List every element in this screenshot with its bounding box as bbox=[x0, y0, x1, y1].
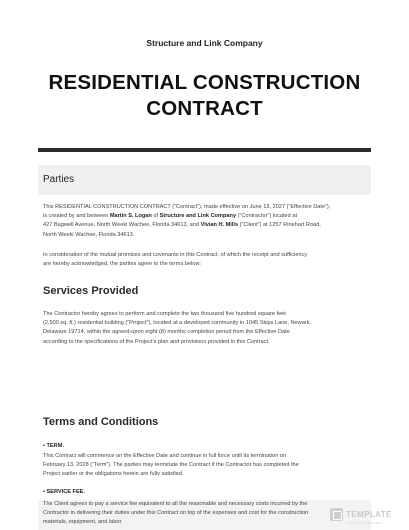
services-heading: Services Provided bbox=[43, 285, 139, 297]
text-span: of bbox=[151, 213, 160, 220]
services-line-1: The Contractor hereby agrees to perform and complete the two thousand five hundred square feet bbox=[43, 311, 286, 317]
services-line-2: (2,500 sq. ft.) residential building (“Project”), located at a developed community in 1045 Skips Lane, Newark, bbox=[43, 320, 312, 327]
parties-p2-line-1: In consideration of the mutual promises and covenants in this Contract, of which the receipt and sufficiency bbox=[43, 252, 308, 258]
services-line-4: according to the specifications of the Project’s plan and provisions provided in this Contract. bbox=[43, 338, 270, 345]
owner-name: Martin S. Logan bbox=[109, 213, 152, 220]
fee-line-3: materials, equipment, and labor. bbox=[43, 519, 123, 526]
service-fee-paragraph bbox=[43, 500, 369, 528]
watermark-domain: www.template.net bbox=[346, 520, 383, 525]
template-logo-icon bbox=[330, 508, 343, 521]
terms-heading: Terms and Conditions bbox=[43, 416, 159, 428]
term-paragraph bbox=[43, 452, 369, 480]
parties-paragraph-1 bbox=[43, 203, 369, 240]
parties-heading-band bbox=[38, 165, 371, 195]
parties-p1-line-4: North Weeki Wachee, Florida 34613. bbox=[43, 231, 135, 238]
term-line-1: This Contract will commence on the Effective Date and continue in full force until its termination on bbox=[43, 453, 287, 459]
contractor-company: Structure and Link Company bbox=[159, 213, 237, 220]
fee-line-1: The Client agrees to pay a service fee equivalent to all the reasonable and necessary costs incurred by the bbox=[43, 501, 308, 507]
title-divider bbox=[38, 148, 371, 152]
parties-p1-line-2 bbox=[43, 212, 369, 221]
parties-paragraph-2 bbox=[43, 251, 369, 269]
parties-p1-line-1: This RESIDENTIAL CONSTRUCTION CONTRACT (“Contract”), made effective on June 13, 2027 (“Effective Date”), bbox=[43, 204, 331, 210]
fee-line-2: Contractor in delivering their duties under this Contract on top of the expenses and cost for the construction bbox=[43, 510, 309, 517]
text-span: (“Client”) at 1257 Rinehart Road, bbox=[238, 222, 321, 229]
services-line-3: Delaware 19714, within the agreed-upon eight (8) months completion period from the Effective Date bbox=[43, 329, 290, 336]
term-line-2: February 13, 2028 (“Term”). The parties may terminate the Contract if the Contractor has completed the bbox=[43, 462, 299, 469]
client-name: Vivian H. Mills bbox=[200, 222, 239, 229]
term-line-3: Project earlier or the obligations herein are fully satisfied. bbox=[43, 471, 184, 478]
watermark-brand: TEMPLATE bbox=[346, 510, 392, 519]
parties-heading: Parties bbox=[43, 174, 75, 185]
document-title: RESIDENTIAL CONSTRUCTION CONTRACT bbox=[48, 71, 361, 120]
text-span: 427 Bagwell Avenue, North Weeki Wachee, Florida 34613, and bbox=[43, 222, 201, 229]
service-fee-bullet-label: • SERVICE FEE. bbox=[43, 489, 85, 495]
text-span: is created by and between bbox=[43, 213, 110, 220]
text-span: (“Contractor”) located at bbox=[236, 213, 297, 220]
company-name: Structure and Link Company bbox=[146, 38, 263, 48]
services-paragraph bbox=[43, 310, 369, 347]
parties-p2-line-2: are hereby acknowledged, the parties agree to the terms below: bbox=[43, 261, 201, 268]
term-bullet-label: • TERM. bbox=[43, 443, 64, 449]
parties-p1-line-3 bbox=[43, 221, 369, 230]
